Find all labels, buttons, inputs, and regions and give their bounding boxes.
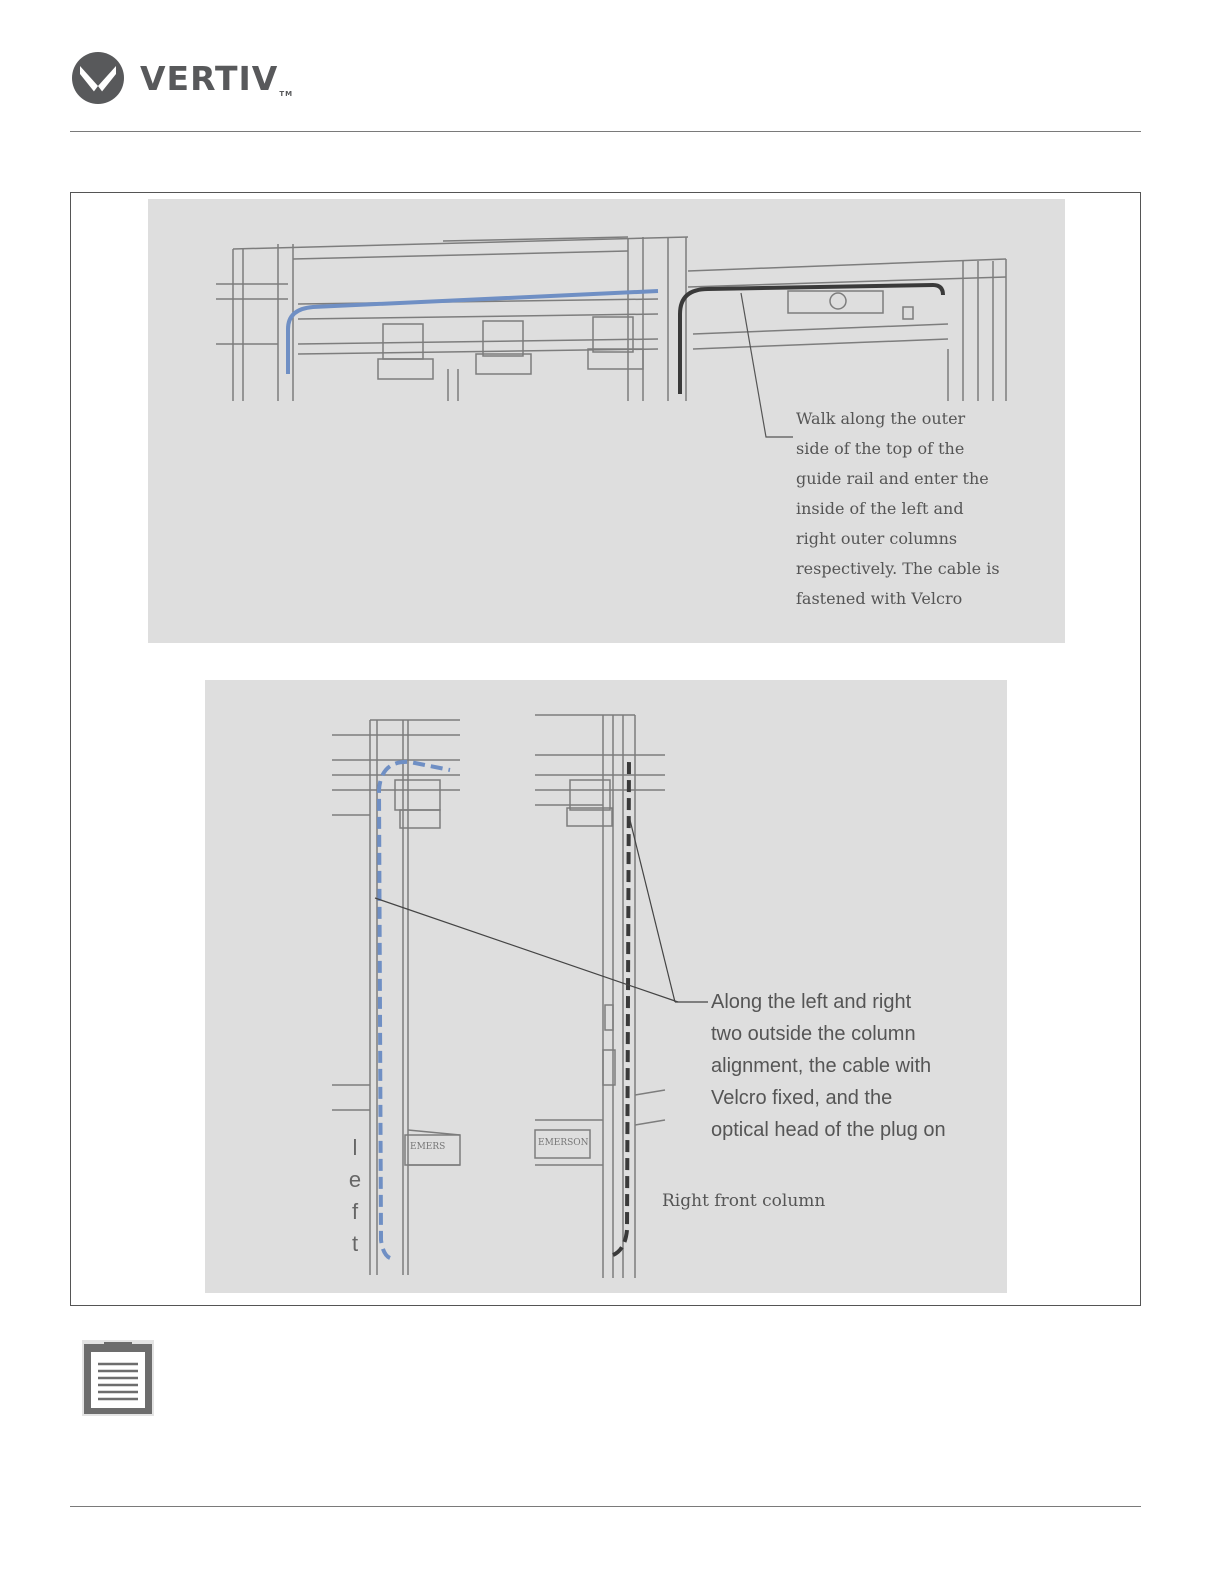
left-label-letter: l: [352, 1135, 358, 1160]
top-callout-line: fastened with Velcro: [796, 589, 963, 608]
footer-divider: [70, 1506, 1141, 1507]
right-front-column-label: Right front column: [662, 1191, 826, 1211]
left-label-letter: f: [351, 1199, 359, 1224]
top-callout-line: Walk along the outer: [796, 409, 966, 428]
top-rail-illustration: [148, 199, 1065, 643]
top-callout-line: guide rail and enter the: [796, 469, 989, 488]
column-illustration: [205, 680, 1007, 1293]
clipboard-icon: [80, 1338, 158, 1418]
top-callout-line: respectively. The cable is: [796, 559, 1000, 578]
note-icon: [80, 1338, 158, 1418]
bottom-callout-line: Velcro fixed, and the: [711, 1087, 893, 1109]
bottom-callout-line: Along the left and right: [711, 991, 912, 1013]
figure-frame: [70, 192, 1141, 1306]
top-callout-line: right outer columns: [796, 529, 958, 548]
trademark: TM: [279, 89, 294, 98]
bottom-callout-line: optical head of the plug on: [711, 1119, 946, 1141]
panel-label-right: EMERSON: [538, 1138, 589, 1148]
header-divider: [70, 131, 1141, 132]
left-label-letter: e: [348, 1167, 362, 1192]
top-callout: [796, 404, 1000, 614]
panel-label-left: EMERS: [410, 1142, 446, 1152]
top-callout-line: inside of the left and: [796, 499, 964, 518]
vertiv-mark-icon: [70, 50, 126, 106]
left-label-letter: t: [351, 1231, 359, 1256]
bottom-callout: [711, 986, 946, 1146]
top-callout-line: side of the top of the: [796, 439, 965, 458]
bottom-callout-line: two outside the column: [711, 1023, 916, 1045]
brand-text: VERTIV: [140, 58, 279, 98]
vertiv-logo: [70, 50, 293, 106]
bottom-callout-line: alignment, the cable with: [711, 1055, 932, 1077]
left-column-label: [345, 1132, 365, 1260]
brand-name: [140, 59, 293, 98]
